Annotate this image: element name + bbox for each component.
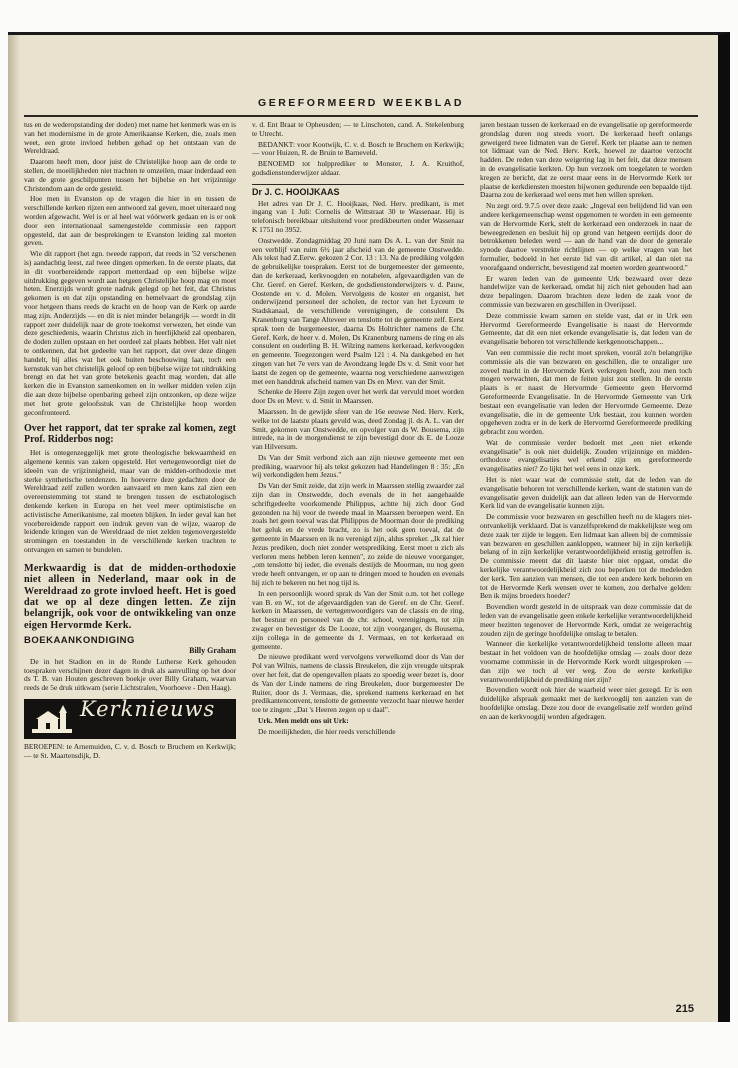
kerknieuws-banner — [24, 699, 236, 739]
paragraph: Ds Van der Smit verbond zich aan zijn nieuwe gemeente met een prediking, waarvoor hij als tekst gekozen had Handelingen 8 : 35: „En wij verkondigden hem Jezus." — [252, 452, 464, 480]
paragraph: v. d. Ent Braat te Opheusden; — te Linschoten, cand. A. Stekelenburg te Utrecht. — [252, 120, 464, 138]
masthead-rule — [24, 115, 698, 117]
paragraph: Hoe men in Evanston op de vragen die hier in en tussen de verschillende kerken rijzen een antwoord zal geven, moet uiteraard nog worden afgewacht. Wel is er al heel wat vóórwerk gedaan en is er ook door een internationaal samengestelde commissie een rapport opgesteld, dat aan de besprekingen te Evanston leiding zal moeten geven. — [24, 194, 236, 248]
paragraph: Van een commissie die recht moet spreken, voorál zo'n belangrijke commissie als die van bezwaren en geschillen, die te onzaliger ure zoveel macht in de Hervormde Kerk verkregen heeft, zou men toch mogen verwachten, dat men de feiten juist zou stellen. In de eerste plaats is er naast de Hervormde Gemeente geen Hervormd Gereformeerde Evangelisatie. In de Hervormde Gemeente van Urk bestaat een evangelisatie van leden der Hervormde Gemeente. Deze evangelisatie, die in de gemeente Urk bestaat, zou kunnen worden opgeheven zodra er in de kerk de Hervormd Gereformeerde prediking gebracht zou worden. — [480, 347, 692, 437]
paragraph: Nu zegt ord. 9.7.5 over deze zaak: „Ingeval een belijdend lid van een andere kerkgemeenschap wenst opgenomen te worden in een gemeente van de Hervormde Kerk, stelt de kerkeraad een onderzoek in naar de beweegredenen en besluit hij op grond van hetgeen eertijds door de betrokkenen beleden werd — aan de hand van de door de generale synode daartoe verstrekte richtlijnen — op welke vragen van het formulier, bedoeld in het eerste lid van dit artikel, al dan niet na voorafgaand onderricht, bevestigend zal moeten worden geantwoord." — [480, 201, 692, 272]
page-spine — [8, 35, 20, 1022]
lead-paragraph: Over het rapport, dat ter sprake zal komen, zegt Prof. Ridderbos nog: — [24, 423, 236, 446]
paragraph: Het adres van Dr J. C. Hooijkaas, Ned. Herv. predikant, is met ingang van 1 Juli: Cornelis de Wittstraat 30 te Wassenaar. Hij is telefonisch bereikbaar uitsluitend voor predikbeurten onder Wassenaar K 1751 no 3952. — [252, 198, 464, 234]
paragraph: Schenke de Heere Zijn zegen over het werk dat vervuld moet worden door Ds en Mevr. v. d. Smit in Maarssen. — [252, 387, 464, 406]
church-icon — [32, 705, 72, 733]
paragraph: Bovendien wordt ook hier de waarheid weer niet gezegd. Er is een duidelijke afspraak gemaakt met de kerkvoogdij ten aanzien van de hoofdelijke omslag. Deze zou door de evangelisatie zelf worden geïnd en aan de kerkvoogdij worden afgedragen. — [480, 685, 692, 721]
paragraph: Er waren leden van de gemeente Urk bezwaard over deze handelwijze van de kerkeraad, omdat hij zich niet gehouden had aan deze bepalingen. Daarom brachten deze leden de zaak voor de commissie van bezwaren en geschillen in Overijssel. — [480, 273, 692, 309]
paragraph: De commissie voor bezwaren en geschillen heeft nu de klagers niet-ontvankelijk verklaard. Dat is vanzelfsprekend de makkelijkste weg om deze zaak ter zijde te leggen. Een lidmaat kan alleen bij de commissie van bezwaren en geschillen aankloppen, wanneer hij in zijn kerkelijk belang of in zijn kerkelijke verantwoordelijkheid ernstig getroffen is. De commissie meent dat dit laatste hier niet opgaat, omdat die kerkelijke verantwoordelijkheid zich zou beperken tot de medeleden der kerk. Ten aanzien van mensen, die tot een andere kerk behoren en tot de Hervormde Kerk wensen over te komen, zou derhalve gelden: Ben ik mijns broeders hoeder? — [480, 512, 693, 601]
book-title: Billy Graham — [189, 646, 236, 656]
paragraph: BEROEPEN: te Arnemuiden, C. v. d. Bosch te Bruchem en Kerkwijk; — te St. Maartensdijk, D. — [24, 742, 236, 760]
paragraph: Onstwedde. Zondagmiddag 20 Juni nam Ds A. L. van der Smit na een verblijf van ruim 6½ jaar afscheid van de gemeente Onstwedde. Als tekst had Z.Eerw. gekozen 2 Cor. 13 : 13. Na de prediking volgden de gebruikelijke toespraken. Eerst tot de burgemeester der gemeente, dan de kerkeraad, kerkvoogden en notabelen, afgevaardigden van de Chr. Geref. en Geref. Kerken, de godsdienstonderwijzers v. d. Pauw, Oostende en v. d. Molen. Vervolgens de koster en organist, het onderwijzend personeel der scholen, de rector van het Lyceum te Stadskanaal, de verschillende verenigingen, de consulent Ds Kranenburg van Tange Alteveer en tenslotte tot de gemeente zelf. Eerst sprak toen de burgemeester, daarna Ds Holtrichter namens de Chr. Geref. Kerk, de heer v. d. Molen, Ds Kranenburg namens de ring en als consulent en ouderling B. H. Wilzing namens kerkeraad, kerkvoogden en gemeente. Toegezongen werd Psalm 121 : 4. Na dankgebed en het zingen van het 7e vers van de Avondzang legde Ds v. d. Smit voor het laatst de zegen op de gemeente, waarna nog verschiedene aanwezigen met een handdruk afscheid namen van Ds en Mevr. van der Smit. — [252, 235, 464, 386]
paragraph: Maarssen. In de gewijde sfeer van de 16e eeuwse Ned. Herv. Kerk, welke tot de laatste plaats gevuld was, deed Zondag jl. ds A. L. van der Smit, gekomen van Onstwedde, en opvolger van ds W. Bousema, zijn intrede, na in de morgendienst te zijn bevestigd door ds E. de Looze van Hilversum. — [252, 406, 464, 452]
page-number: 215 — [675, 1003, 694, 1015]
paragraph: tus en de wederopstanding der doden) met name het kenmerk was en is van het modernisme in de grote Amerikaanse Kerken, die, zoals men weet, een grote invloed hebben gehad op het ontstaan van de Wereldraad. — [24, 120, 236, 156]
paragraph: BEDANKT: voor Kootwijk, C. v. d. Bosch te Bruchem en Kerkwijk; — voor Huizen, R. de Bruin te Barneveld. — [252, 139, 464, 158]
emphasis-paragraph: Merkwaardig is dat de midden-orthodoxie niet alleen in Nederland, maar ook in de Wereldraad zo grote invloed heeft. Het is goed dat we op al deze dingen letten. Ze zijn belangrijk, ook voor de ontwikkeling van onze eigen Hervormde Kerk. — [24, 562, 236, 631]
paragraph: Ds Van der Smit zeide, dat zijn werk in Maarssen stellig zwaarder zal zijn dan in Onstwedde, doch evenals de in het aangehaalde schriftgedeelte voorkomende Philippus, achtte hij zich door God gezonden na hij voor de tweede maal in Maarssen beroepen werd. En zoals het geen toeval was dat Philippus de Moorman door de prediking het geluk en de vrede bracht, zo is het ook geen toeval, dat de gemeente in Maarssen en ik nu verenigd zijn, aldus spreker. „Ik zal hier Jezus prediken, doch niet zonder wetsprediking. Eerst moet u zich als verloren mens hebben leren kennen", zo zeide de nieuwe voorganger, „om tenslotte bij ieder, die evenals destijds de Moorman, nu nog geen vrede heeft ontvangen, er op aan te dringen moed te houden en evenals hij zich te bekeren nu het nog tijd is. — [252, 481, 464, 588]
paragraph: De nieuwe predikant werd vervolgens verwelkomd door ds Van der Pol van Wilnis, namens de classis Breukelen, die zijn vreugde uitsprak over het feit, dat de opengevallen plaats zo spoedig weer bezet is, door ds Van der Linde namens de ring Breukelen, door burgemeester De Ruiter, door ds J. Vermaas, die, sprekend namens kerkeraad en het predikantenconvent, tenslotte de gemeente verzocht haar nieuwe herder toe te zingen: „Dat 's Heeren zegen op u daal". — [252, 652, 464, 715]
banner-title: Kerknieuws — [80, 697, 216, 722]
paragraph: De in het Stadion en in de Ronde Lutherse Kerk gehouden toespraken verschijnen dezer dagen in druk als aanvulling op het door ds T. B. van Houten geschreven boekje over Billy Graham, waarvan reeds de 5e druk uitkwam (serie Lichtstralen, Voorhoeve - Den Haag). — [24, 656, 236, 693]
paragraph: Het is niet waar wat de commissie stelt, dat de leden van de evangelisatie behoren tot verschillende kerken, want de statuten van de evangelisatie geven duidelijk aan dat alleen leden van de Hervormde Kerk lid van de evangelisatie kunnen zijn. — [480, 475, 692, 511]
paragraph: Wat de commissie verder bedoelt met „een niet erkende evangelisatie" is ook niet duidelijk. Zouden vrijzinnige en midden-orthodoxe evangelisaties wel erkend zijn en gereformeerde evangelisaties niet? Zo lijkt het wel eens in onze kerk. — [480, 437, 692, 474]
paragraph: In een persoonlijk woord sprak ds Van der Smit o.m. tot het college van B. en W., tot de afgevaardigden van de Geref. en de Chr. Geref. kerken in Maarssen, de vertegenwoordigers van de classis en de ring, het bestuur en personeel van de chr. school, verenigingen, tot zijn zwager en bevestiger ds De Looze, tot zijn voorganger, ds Bousema, zijn collega in de gemeente ds J. Vermaas, en tot kerkeraad en gemeente. — [252, 588, 464, 651]
paragraph: Deze commissie kwam samen en stelde vast, dat er in Urk een Hervormd Gereformeerde Evangelisatie is naast de Hervormde Gemeente, dat dit een niet erkende evangelisatie is, dat leden van de evangelisatie behoren tot verschillende kerkgenootschappen... — [480, 310, 692, 347]
paragraph: Daarom heeft men, door juist de Christelijke hoop aan de orde te stellen, de moeilijkheden niet trachten te omzeilen, maar inderdaad een van de grote geschilpunten tussen het bijbelse en het vrijzinnige Christendom aan de orde gesteld. — [24, 157, 236, 193]
column-1 — [24, 121, 236, 763]
paragraph: Urk. Men meldt ons uit Urk: — [258, 716, 349, 725]
paragraph: Het is ontegenzeggelijk met grote theologische bekwaamheid en algemene kennis van zaken opgesteld. Het vertegenwoordigt niet de ideeën van de vrijzinnigheid, maar van de midden-orthodoxie met sterke synthetische tendenzen. In hoeverre deze gedachten door de Wereldraad zelf zullen worden aanvaard en men kans zal zien een overeenstemming tot stand te brengen tussen de eschatologisch denkende kerken in Europa en het veel meer optimistische en activistische Amerikanisme, zal moeten blijken. In ieder geval kan het voorbereidende rapport een indruk geven van de wijze, waarop de leidende kringen van de Wereldraad de niet zelden tegenovergestelde stromingen en toestanden in de verschillende kerken trachten te ontvangen en samen te bundelen. — [24, 448, 236, 555]
paragraph: Wanneer die kerkelijke verantwoordelijkheid tenslotte alleen maar bestaat in het voldoen van de hoofdelijke omslag — zoals door deze voorname commissie in de Hervormde Kerk wordt uitgesproken — dan zijn we toch al ver weg. Zou de eerste kerkelijke verantwoordelijkheid de prediking niet zijn? — [480, 639, 692, 684]
column-3 — [480, 121, 692, 724]
column-2 — [252, 121, 464, 739]
magazine-page — [8, 32, 730, 1022]
section-heading: BOEKAANKONDIGING — [24, 635, 135, 647]
masthead: GEREFORMEERD WEEKBLAD — [258, 97, 464, 109]
paragraph: jaren bestaan tussen de kerkeraad en de evangelisatie op gereformeerde grondslag duren nog steeds voort. De kerkeraad heeft onlangs geweigerd twee lidmaten van de Geref. Kerk ter plaatse aan te nemen tot lidmaat van de Ned. Herv. Kerk, hoewel ze daartoe verzocht hadden. De reden van deze weigering lag in het feit, dat deze mensen in de evangelisatie kerkten. Op hun verzoek om toegelaten te worden kregen ze bericht, dat ze eerst maar eens in de Hervormde Kerk ter plaatse de kerkdiensten moesten bijwonen gedurende een bepaalde tijd. Daarna zou de kerkeraad wel eens met hen willen spreken. — [480, 120, 692, 200]
paragraph: De moeilijkheden, die hier reeds verschillende — [258, 726, 396, 736]
paragraph: Wie dit rapport (het zgn. tweede rapport, dat reeds in '52 verschenen is) aandachtig leest, zal twee dingen opmerken. In de eerste plaats, dat in dit voorbereidende rapport metterdaad op een bijbelse wijze uitdrukking gegeven wordt aan hetgeen Christelijke hoop mag en moet heten. Enerzijds wordt grote nadruk gelegd op het feit, dat Christus gekomen is en dat zijn opstanding en hemelvaart de grondslag zijn voor hetgeen thans reeds de kracht en de hoop van de Kerk op aarde mag zijn. Anderzijds — en dit is niet minder belangrijk — wordt in dit rapport zeer duidelijk naar de grote toekomst verwezen, het einde van deze geschiedenis, waarin Christus zich in heerlijkheid zal openbaren, de doden zullen opstaan en het oordeel zal plaats hebben. Het valt niet te ontkennen, dat het gedeelte van het rapport, dat over deze dingen handelt, bij alles wat het ook buiten beschouwing laat, toch een kernstuk van het christelijk geloof op een bijbelse wijze tot uitdrukking brengt en dat het van grote betekenis geacht mag worden, dat alle kerken die in Evanston samenkomen en in welker midden velen zijn die aan deze bijbelse openbaring geheel zijn ontzonken, op deze wijze met het grote geloofsstuk van de Christelijke hoop worden geconfronteerd. — [24, 249, 236, 417]
paragraph: Bovendien wordt gesteld in de uitspraak van deze commissie dat de leden van de evangelisatie geen enkele kerkelijke verantwoordelijkheid meer bezitten tegenover de Hervormde Kerk, omdat ze weigerachtig zouden zijn de geringe hoofdelijke omslag te betalen. — [480, 602, 692, 638]
article-heading: Dr J. C. HOOIJKAAS — [252, 184, 464, 197]
paragraph: BENOEMD tot hulpprediker te Monster, J. A. Kruithof, godsdienstonderwijzer aldaar. — [252, 159, 464, 177]
